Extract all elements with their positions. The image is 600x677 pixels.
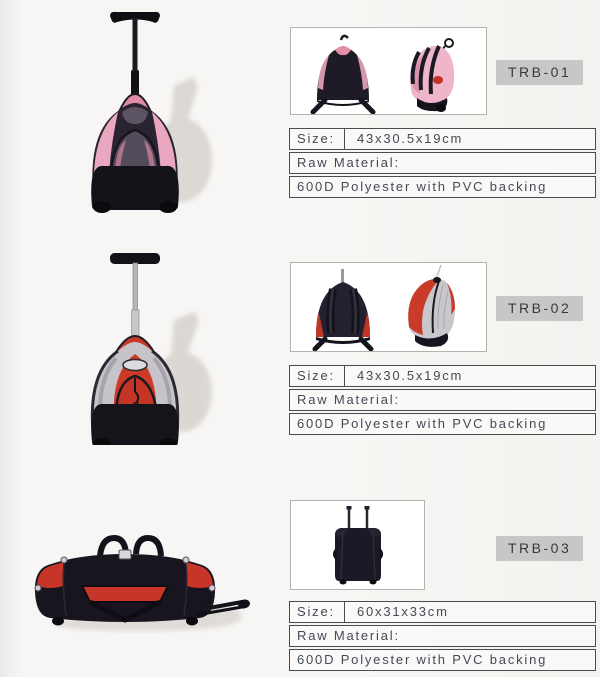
product-views-panel — [290, 500, 425, 590]
raw-material-label: Raw Material: — [289, 389, 596, 411]
product-code-badge — [496, 296, 583, 321]
side-view-icon — [410, 39, 454, 112]
size-row — [289, 365, 596, 387]
size-row — [289, 601, 596, 623]
size-value: 60x31x33cm — [357, 604, 449, 619]
spec-table — [289, 601, 596, 673]
size-value: 43x30.5x19cm — [357, 368, 464, 383]
product-code: TRB-01 — [508, 64, 572, 80]
product-code: TRB-02 — [508, 300, 572, 316]
size-label: Size: — [290, 602, 345, 622]
product-code: TRB-03 — [508, 540, 572, 556]
pink-trolley-backpack-icon — [70, 8, 220, 213]
duffel-end-view-icon — [291, 501, 424, 589]
red-trolley-backpack-icon — [70, 250, 220, 445]
product-views-panel — [290, 262, 487, 352]
spec-table — [289, 365, 596, 437]
product-photo-trolley-duffel-bag — [20, 528, 250, 633]
material-value: 600D Polyester with PVC backing — [289, 176, 596, 198]
product-photo-pink-trolley-backpack — [70, 8, 220, 213]
material-value: 600D Polyester with PVC backing — [289, 649, 596, 671]
size-value: 43x30.5x19cm — [357, 131, 464, 146]
size-label: Size: — [290, 366, 345, 386]
raw-material-label: Raw Material: — [289, 625, 596, 647]
product-code-badge — [496, 536, 583, 561]
product-code-badge — [496, 60, 583, 85]
pink-backpack-views-icon — [291, 28, 486, 114]
product-views-panel — [290, 27, 487, 115]
front-view-icon — [313, 36, 373, 112]
end-view-icon — [335, 506, 382, 585]
trolley-duffel-bag-icon — [20, 528, 250, 633]
size-row — [289, 128, 596, 150]
back-view-icon — [315, 269, 371, 349]
side-view-icon — [408, 265, 455, 347]
material-value: 600D Polyester with PVC backing — [289, 413, 596, 435]
size-label: Size: — [290, 129, 345, 149]
trolley-handle-grip — [110, 253, 160, 264]
spec-table — [289, 128, 596, 200]
product-photo-red-trolley-backpack — [70, 250, 220, 445]
red-backpack-views-icon — [291, 263, 486, 351]
raw-material-label: Raw Material: — [289, 152, 596, 174]
